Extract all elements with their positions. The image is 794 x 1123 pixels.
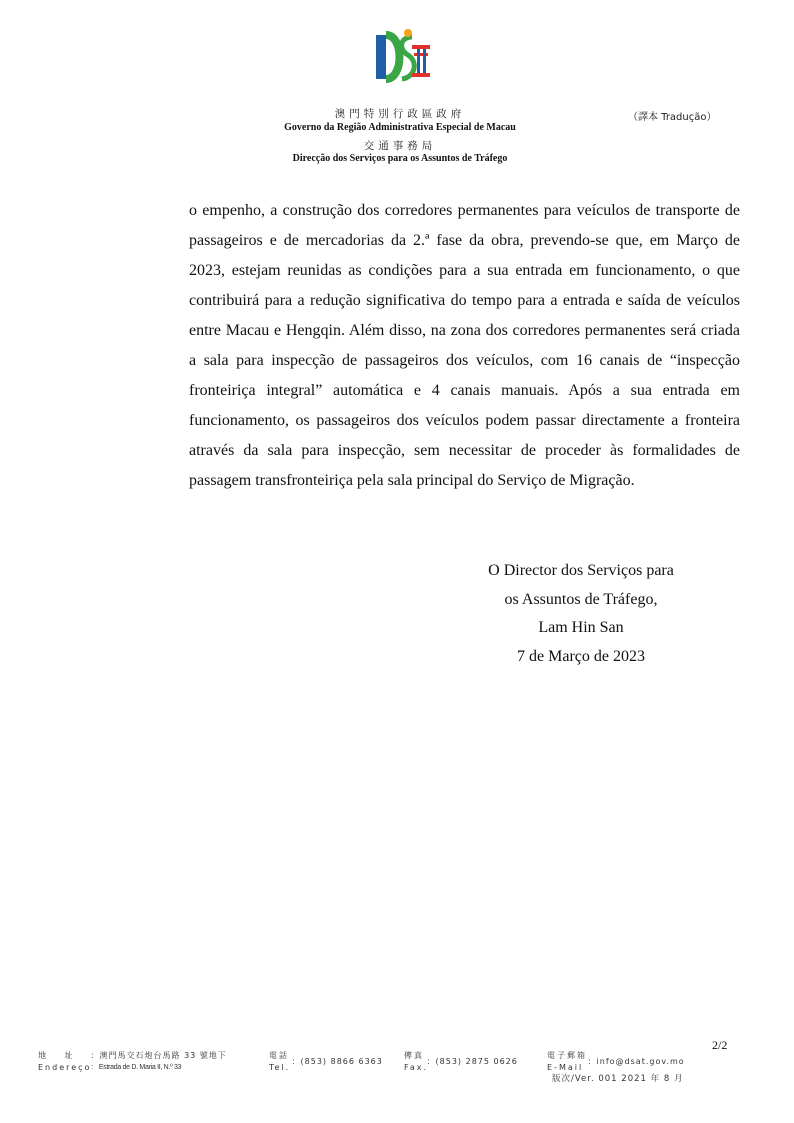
email-value[interactable]: ：info@dsat.gov.mo [587,1057,685,1066]
tel-label-zh: 電話 [269,1051,289,1060]
tel-label-pt: Tel. [269,1063,291,1072]
department-name-pt: Direcção dos Serviços para os Assuntos de Tráfego [292,153,508,164]
address-zh: ：澳門馬交石炮台馬路 33 號地下 [90,1051,227,1060]
government-name-zh: 澳門特別行政區政府 [334,108,466,120]
tel-value: ：(853) 8866 6363 [291,1057,383,1066]
page-number: 2/2 [712,1038,728,1052]
fax-label-pt: Fax. [404,1063,429,1072]
email-label-pt: E-Mail [547,1063,584,1072]
fax-value: ：(853) 2875 0626 [426,1057,518,1066]
signature-title-line1: O Director dos Serviços para [488,562,674,579]
department-name-zh: 交通事務局 [363,140,437,152]
address-pt: ： Estrada de D. Maria II, N.º 33 [90,1064,182,1071]
signature-date: 7 de Março de 2023 [517,647,645,665]
fax-label-zh: 傳真 [404,1051,424,1060]
dsat-logo-icon [372,27,432,87]
footer-email [547,1050,685,1074]
government-name-pt: Governo da Região Administrativa Especial de Macau [284,122,516,133]
address-label-zh: 地 址 [38,1051,81,1060]
signature-name: Lam Hin San [538,619,624,636]
signature-title-line2: os Assuntos de Tráfego, [504,590,658,608]
body-paragraph: o empenho, a construção dos corredores permanentes para veículos de transporte de passageiros e de mercadorias da 2.ª fase da obra, prevendo-se que, em Março de 2023, estejam reunidas as condições para a sua entrada em funcionamento, o que contribuirá para a redução significativa do tempo para a entrada e saída de veículos entre Macau e Hengqin. Além disso, na zona dos corredores permanentes será criada a sala para inspecção de passageiros dos veículos, com 16 canais de “inspecção fronteiriça integral” automática e 4 canais manuais. Após a sua entrada em funcionamento, os passageiros dos veículos podem passar directamente a fronteira através da sala para inspecção, sem necessitar de proceder às formalidades de passagem transfronteiriça pela sala principal do Serviço de Migração. [189,202,740,489]
footer-tel [269,1050,383,1074]
form-version: 版次/Ver. 001 2021 年 8 月 [552,1074,684,1084]
email-label-zh: 電子郵箱 [547,1051,587,1060]
signature-block [461,557,701,671]
footer-fax [404,1050,518,1074]
address-label-pt: Endereço [38,1063,92,1072]
footer-address [38,1050,227,1074]
translation-tag: （譯本 Tradução） [628,112,717,123]
